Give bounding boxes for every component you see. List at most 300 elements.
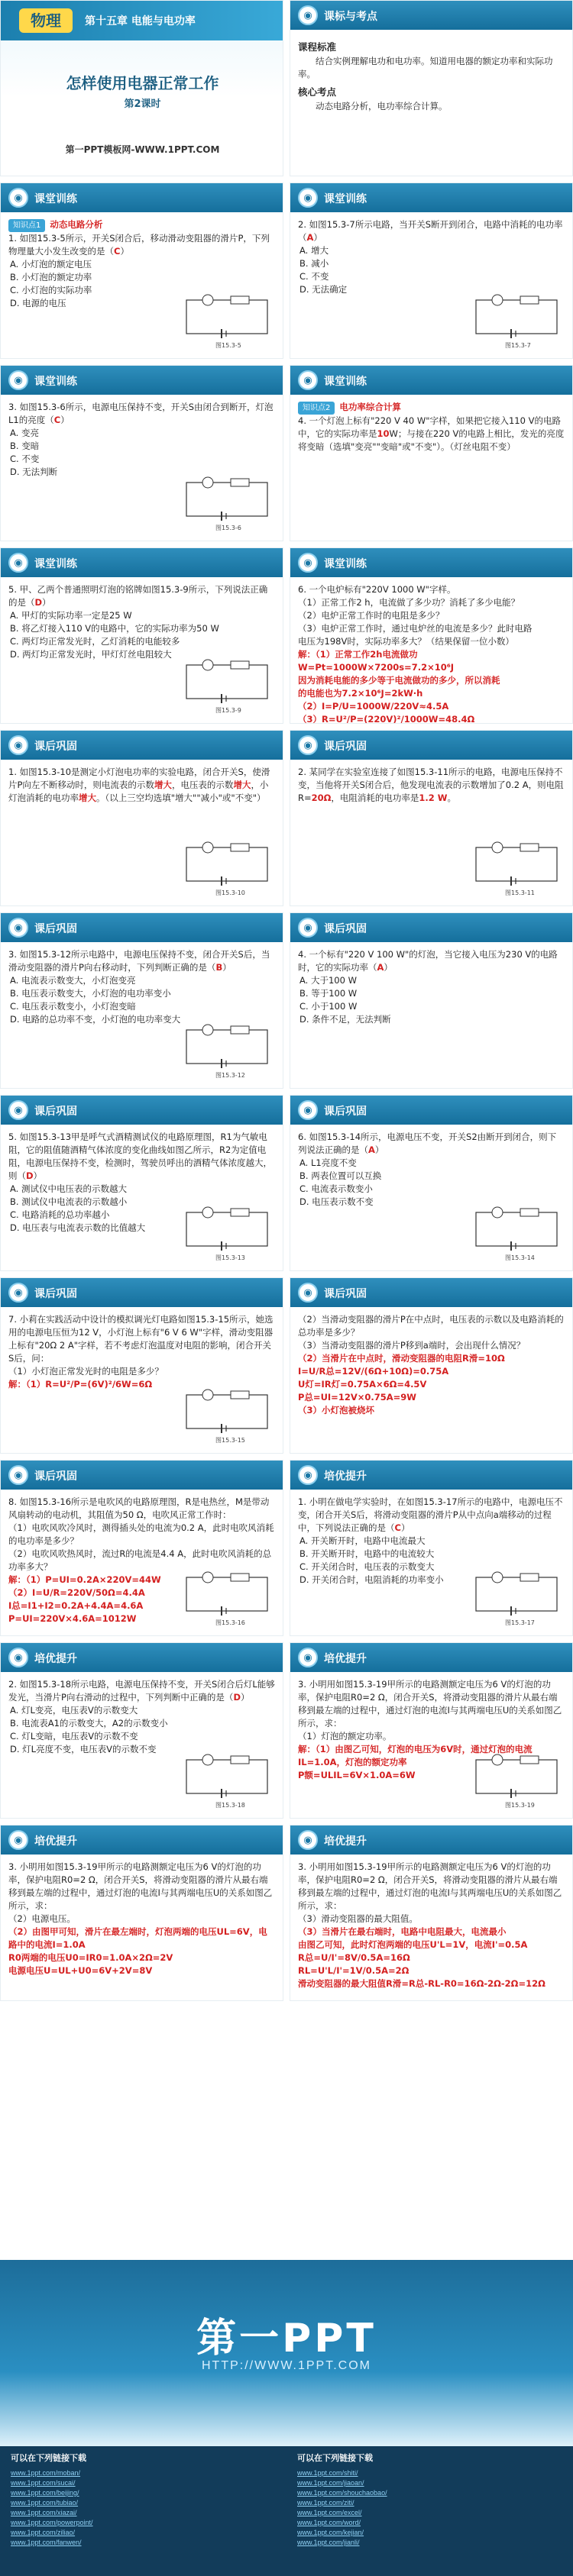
answer: D	[233, 1692, 241, 1703]
option: B. 减小	[299, 258, 329, 269]
question	[298, 948, 565, 974]
circuit-diagram-icon	[467, 1206, 566, 1263]
slide-2	[290, 182, 573, 359]
slide-header	[290, 731, 572, 760]
option: C. 不变	[299, 271, 329, 282]
svg-text:图15.3-12: 图15.3-12	[215, 1072, 245, 1079]
option: A. 灯L变亮，电压表V的示数变大	[10, 1705, 138, 1716]
question	[8, 1313, 275, 1365]
header-title: 课后巩固	[324, 1106, 367, 1118]
question	[8, 232, 275, 258]
option: D. 灯L亮度不变，电压表V的示数不变	[10, 1744, 157, 1754]
svg-text:图15.3-6: 图15.3-6	[215, 525, 241, 531]
sub-question: （3）滑动变阻器的最大阻值。	[298, 1913, 418, 1924]
footer-link[interactable]: www.1ppt.com/jiaoan/	[297, 2479, 364, 2487]
circuit-diagram-icon	[177, 841, 277, 898]
question-text: 3. 小明用如图15.3-19甲所示的电路测额定电压为6 V的灯泡的功率，保护电阻R0=2 Ω，闭合开关S，将滑动变阻器的滑片从最右端移到最左端的过程中，通过灯泡的电流I与其两端电压U的关系如图乙所示，求：	[298, 1861, 562, 1911]
header-title: 课标与考点	[324, 11, 377, 23]
circuit-diagram-icon	[467, 1571, 566, 1628]
question	[8, 1678, 275, 1704]
header-logo-icon: ◉	[8, 735, 28, 755]
header-title: 课堂训练	[324, 376, 367, 388]
question	[298, 1313, 565, 1339]
question-end: ）	[400, 1522, 410, 1533]
solution-line: 电源电压U=UL+U0=6V+2V=8V	[8, 1965, 153, 1976]
answer: C	[53, 415, 61, 425]
svg-text:图15.3-15: 图15.3-15	[215, 1437, 245, 1444]
question-text: （2）当滑动变阻器的滑片P在中点时，电压表的示数以及电路消耗的总功率是多少？	[298, 1314, 564, 1338]
slide-header	[1, 548, 283, 577]
solution-line: （2）当滑片在中点时，滑动变阻器的电阻R滑=10Ω	[298, 1353, 505, 1364]
option: D. 电源的电压	[10, 298, 66, 308]
footer-link[interactable]: www.1ppt.com/moban/	[11, 2469, 81, 2477]
slide-4	[290, 365, 573, 541]
footer-link[interactable]: www.1ppt.com/fanwen/	[11, 2539, 82, 2546]
question-text: 5. 如图15.3-13甲是呼气式酒精测试仪的电路原理图，R1为气敏电阻，它的阻值随酒精气体浓度的变化曲线如图乙所示，R2为定值电阻，电源电压保持不变，检测时，驾驶员呼出的酒精气体浓度越大，则（	[8, 1131, 272, 1181]
question-text: 3. 小明用如图15.3-19甲所示的电路测额定电压为6 V的灯泡的功率，保护电阻R0=2 Ω，闭合开关S，将滑动变阻器的滑片从最右端移到最左端的过程中，通过灯泡的电流I与其两端电压U的关系如图乙所示，求：	[298, 1679, 562, 1729]
solution-line: （3）当滑片在最右端时，电路中电阻最大，电流最小	[298, 1926, 507, 1937]
answer: C	[114, 246, 121, 257]
option: B. 两表位置可以互换	[299, 1170, 382, 1181]
solution-line: （3）小灯泡被烧坏	[298, 1405, 375, 1416]
header-title: 课堂训练	[34, 558, 77, 570]
question-end: ，电压表的示数	[171, 780, 234, 790]
slide-header	[290, 1278, 572, 1307]
slide-10	[290, 912, 573, 1089]
slide-body	[1, 1307, 283, 1397]
sub-question: （2）电炉正常工作时的电阻是多少？	[298, 610, 445, 621]
question-end: ）	[374, 1144, 384, 1155]
solution-line: R0两端的电压U0=IR0=1.0A×2Ω=2V	[8, 1952, 173, 1963]
slide-header	[290, 183, 572, 212]
footer-logo: 第一PPT	[196, 2316, 377, 2361]
header-logo-icon: ◉	[298, 553, 318, 573]
header-logo-icon: ◉	[298, 735, 318, 755]
option: D. 两灯均正常发光时，甲灯灯丝电阻较大	[10, 649, 172, 660]
slide-body	[290, 942, 572, 1032]
question	[8, 583, 275, 609]
svg-text:图15.3-16: 图15.3-16	[215, 1619, 245, 1626]
svg-text:图15.3-18: 图15.3-18	[215, 1802, 245, 1809]
slide-header	[290, 1, 572, 30]
question	[298, 1131, 565, 1157]
slide-body	[290, 1125, 572, 1215]
header-logo-icon: ◉	[8, 1648, 28, 1667]
solution-line: 解：（1）R=U²/P=(6V)²/6W=6Ω	[8, 1379, 153, 1390]
slide-6	[290, 547, 573, 724]
solution-line: （3）R=U²/P=(220V)²/1000W=48.4Ω	[298, 714, 475, 724]
slide-11	[0, 1095, 283, 1271]
standards-text: 结合实例理解电功和电功率。知道用电器的额定功率和实际功率。	[298, 56, 553, 79]
slide-header	[290, 1461, 572, 1490]
slide-5	[0, 547, 283, 724]
question	[298, 218, 565, 244]
svg-text:图15.3-7: 图15.3-7	[505, 342, 531, 349]
topic-tag: 知识点2	[298, 402, 335, 415]
svg-text:图15.3-17: 图15.3-17	[505, 1619, 535, 1626]
slide-9	[0, 912, 283, 1089]
solution-line: R总=U/I'=8V/0.5A=16Ω	[298, 1952, 410, 1963]
sub-question: （2）电源电压。	[8, 1913, 76, 1924]
solution-line: 滑动变阻器的最大阻值R滑=R总-RL-R0=16Ω-2Ω-2Ω=12Ω	[298, 1978, 545, 1989]
answer: 10	[377, 428, 390, 439]
circuit-diagram-icon	[177, 294, 277, 350]
footer-link[interactable]: www.1ppt.com/ziliao/	[11, 2529, 76, 2536]
header-logo-icon: ◉	[298, 1283, 318, 1303]
header-logo-icon: ◉	[8, 370, 28, 390]
header-title: 培优提升	[324, 1470, 367, 1483]
footer-link[interactable]: www.1ppt.com/word/	[297, 2519, 361, 2526]
svg-text:图15.3-19: 图15.3-19	[505, 1802, 535, 1809]
option: A. 甲灯的实际功率一定是25 W	[10, 610, 132, 621]
question-text: 5. 甲、乙两个普通照明灯泡的铭牌如图15.3-9所示，下列说法正确的是（	[8, 584, 268, 608]
header-title: 课堂训练	[324, 193, 367, 205]
slide-header	[290, 1096, 572, 1125]
question-text: 3. 如图15.3-6所示，电源电压保持不变，开关S由闭合到断开，灯泡L1的亮度（	[8, 402, 274, 425]
option: B. 电压表示数变大，小灯泡的电功率变小	[10, 988, 171, 999]
slide-header	[1, 913, 283, 942]
footer-link[interactable]: www.1ppt.com/kejian/	[297, 2529, 364, 2536]
slide-8	[290, 730, 573, 906]
sub-question: （3）电炉正常工作时，通过电炉丝的电流是多少？此时电路	[298, 623, 533, 634]
footer	[0, 2260, 573, 2576]
option: C. 两灯均正常发光时，乙灯消耗的电能较多	[10, 636, 180, 647]
answer-2: 1.2 W	[419, 792, 448, 803]
topic-line	[8, 218, 275, 232]
answer: D	[34, 597, 43, 608]
slide-row	[0, 182, 573, 365]
header-title: 课后巩固	[34, 1470, 77, 1483]
slide-header	[290, 913, 572, 942]
answer: A	[377, 962, 384, 973]
option: A. 大于100 W	[299, 975, 357, 986]
slide-20	[290, 1825, 573, 2001]
slide-row	[0, 1460, 573, 1642]
header-logo-icon: ◉	[8, 1283, 28, 1303]
footer-link[interactable]: www.1ppt.com/ziti/	[297, 2499, 354, 2507]
option: B. 电流表A1的示数变大，A2的示数变小	[10, 1718, 168, 1729]
question-end: ）	[313, 232, 322, 243]
slide-row	[0, 547, 573, 730]
footer-col-1	[0, 2446, 286, 2576]
slide-row	[0, 730, 573, 912]
slide-header	[1, 1461, 283, 1490]
footer-url: HTTP://WWW.1PPT.COM	[202, 2359, 371, 2372]
question-end: ）	[222, 962, 231, 973]
slide-cover	[0, 0, 283, 176]
header-logo-icon: ◉	[298, 1648, 318, 1667]
footer-link[interactable]: www.1ppt.com/jianli/	[297, 2539, 360, 2546]
question-text: 4. 一个灯泡上标有"220 V 40 W"字样，如果把它接入110 V的电路中，它的实际功率是	[298, 415, 561, 439]
solution-line: W=Pt=1000W×7200s=7.2×10⁶J	[298, 662, 455, 673]
question	[8, 401, 275, 427]
slide-15	[0, 1460, 283, 1636]
header-logo-icon: ◉	[8, 918, 28, 938]
slide-row	[0, 1642, 573, 1825]
header-title: 课后巩固	[324, 1288, 367, 1300]
footer-link[interactable]: www.1ppt.com/shiti/	[297, 2469, 358, 2477]
slide-18	[290, 1642, 573, 1819]
slide-body	[290, 1307, 572, 1423]
question-text: 6. 一个电炉标有"220V 1000 W"字样。	[298, 584, 456, 595]
question-end: ）	[60, 415, 70, 425]
option: D. 电路的总功率不变，小灯泡的电功率变大	[10, 1014, 181, 1025]
question-text: 1. 小明在做电学实验时，在如图15.3-17所示的电路中，电源电压不变，闭合开关S后，将滑动变阻器的滑片P从中点向a端移动的过程中，下列说法正确的是（	[298, 1496, 563, 1533]
option: C. 小于100 W	[299, 1001, 358, 1012]
option: C. 电路消耗的总功率越小	[10, 1209, 110, 1220]
solution-line: I总=I1+I2=0.2A+4.4A=4.6A	[8, 1600, 144, 1611]
question	[8, 766, 275, 805]
slide-17	[0, 1642, 283, 1819]
footer-col-2	[286, 2446, 573, 2576]
header-logo-icon: ◉	[298, 1465, 318, 1485]
header-logo-icon: ◉	[8, 553, 28, 573]
header-logo-icon: ◉	[298, 918, 318, 938]
slide-7	[0, 730, 283, 906]
solution-line: （2）由图甲可知，滑片在最左端时，灯泡两端的电压UL=6V，电路中的电流I=1.0A	[8, 1926, 267, 1950]
header-title: 培优提升	[324, 1653, 367, 1665]
answer: C	[394, 1522, 401, 1533]
slide-row	[0, 1825, 573, 2007]
solution-line: 解：（1）由图乙可知，灯泡的电压为6V时，通过灯泡的电流IL=1.0A，灯泡的额定功率	[298, 1744, 533, 1767]
question	[298, 415, 565, 454]
cover-chapter: 第十五章 电能与电功率	[85, 15, 196, 27]
option: D. 电压表示数不变	[299, 1196, 374, 1207]
slide-16	[290, 1460, 573, 1636]
solution-line: 因为消耗电能的多少等于电流做功的多少，所以消耗	[298, 675, 500, 686]
slide-header	[290, 548, 572, 577]
option: C. 电压表示数变小，小灯泡变暗	[10, 1001, 136, 1012]
question-tail: ，小灯泡消耗的电功率	[8, 780, 269, 803]
footer-link[interactable]: www.1ppt.com/xiazai/	[11, 2509, 77, 2516]
standards-title: 课程标准	[298, 41, 337, 53]
header-logo-icon: ◉	[298, 5, 318, 25]
sub-question: （1）小灯泡正常发光时的电阻是多少？	[8, 1366, 163, 1377]
slide-body	[1, 577, 283, 667]
question-text: 6. 如图15.3-14所示，电源电压不变，开关S2由断开到闭合，则下列说法正确的是（	[298, 1131, 557, 1155]
question-text: 3. 小明用如图15.3-19甲所示的电路测额定电压为6 V的灯泡的功率，保护电阻R0=2 Ω，闭合开关S，将滑动变阻器的滑片从最右端移到最左端的过程中，通过灯泡的电流I与其两端电压U的关系如图乙所示，求：	[8, 1861, 273, 1911]
topic-title: 电功率综合计算	[339, 402, 401, 412]
question	[8, 948, 275, 974]
solution-line: RL=U'L/I'=1V/0.5A=2Ω	[298, 1965, 410, 1976]
question-end: W；与接在220 V的电路上相比，发光的亮度将变暗（选填"变亮""变暗"或"不变"）。（灯丝电阻不变）	[298, 428, 565, 452]
footer-links	[0, 2446, 573, 2576]
circuit-diagram-icon	[467, 1754, 566, 1810]
footer-link[interactable]: www.1ppt.com/tubiao/	[11, 2499, 79, 2507]
question-end: ）	[384, 962, 393, 973]
slide-header	[1, 1278, 283, 1307]
header-title: 课后巩固	[34, 741, 77, 753]
solution-line: P总=UI=12V×0.75A=9W	[298, 1392, 416, 1403]
option: D. 无法判断	[10, 466, 58, 477]
question-end: ）	[120, 246, 129, 257]
option: B. 等于100 W	[299, 988, 358, 999]
slide-standards	[290, 0, 573, 176]
topic-line	[298, 401, 565, 415]
option: A. L1亮度不变	[299, 1157, 357, 1168]
header-title: 课后巩固	[34, 1106, 77, 1118]
header-logo-icon: ◉	[298, 1100, 318, 1120]
circuit-diagram-icon	[177, 1754, 277, 1810]
sub-question: （3）当滑动变阻器的滑片P移到a端时，会出现什么情况？	[298, 1340, 526, 1351]
question	[298, 1678, 565, 1730]
option: B. 将乙灯接入110 V的电路中，它的实际功率为50 W	[10, 623, 219, 634]
slide-row	[0, 1095, 573, 1277]
question	[298, 583, 565, 596]
question-text: 2. 如图15.3-18所示电路，电源电压保持不变，开关S闭合后灯L能够发光，当滑片P向右滑动的过程中，下列判断中正确的是（	[8, 1679, 275, 1703]
question	[8, 1496, 275, 1522]
slide-body	[290, 395, 572, 460]
slide-body	[1, 1855, 283, 1984]
sub-question: （2）电吹风吹热风时，流过R的电流是4.4 A，此时电吹风消耗的总功率多大？	[8, 1548, 272, 1572]
slide-header	[290, 1643, 572, 1672]
header-title: 培优提升	[34, 1835, 77, 1848]
question	[298, 1861, 565, 1913]
slide-body	[1, 942, 283, 1032]
question-end: ，电阻消耗的电功率是	[331, 792, 419, 803]
footer-link[interactable]: www.1ppt.com/beijing/	[11, 2489, 79, 2497]
question-text: 4. 一个标有"220 V 100 W"的灯泡，当它接入电压为230 V的电路时，它的实际功率（	[298, 949, 558, 973]
core-text: 动态电路分析，电功率综合计算。	[316, 101, 448, 111]
slide-body	[290, 212, 572, 302]
slide-body	[1, 760, 283, 811]
option: B. 变暗	[10, 441, 40, 451]
option: B. 小灯泡的额定功率	[10, 272, 92, 282]
svg-text:图15.3-11: 图15.3-11	[505, 889, 535, 896]
header-logo-icon: ◉	[8, 1465, 28, 1485]
svg-text:图15.3-5: 图15.3-5	[215, 342, 241, 349]
header-logo-icon: ◉	[298, 188, 318, 208]
slide-header	[1, 1825, 283, 1855]
slide-row	[0, 912, 573, 1095]
slide-body	[290, 577, 572, 724]
sub-question: 电压为198V时，实际功率多大？（结果保留一位小数）	[298, 636, 514, 647]
question-text: 2. 如图15.3-7所示电路，当开关S断开到闭合，电路中消耗的电功率（	[298, 219, 563, 243]
svg-text:图15.3-13: 图15.3-13	[215, 1254, 245, 1261]
option: A. 增大	[299, 245, 329, 256]
answer: D	[26, 1170, 34, 1181]
slide-body	[1, 1672, 283, 1762]
solution-line: （2）I=U/R=220V/50Ω=4.4A	[8, 1587, 145, 1598]
header-title: 课后巩固	[34, 923, 77, 935]
option: B. 开关断开时，电路中的电流较大	[299, 1548, 435, 1559]
question	[298, 1496, 565, 1535]
header-title: 课堂训练	[34, 376, 77, 388]
solution-line: I=U/R总=12V/(6Ω+10Ω)=0.75A	[298, 1366, 449, 1377]
question-end: ）	[240, 1692, 250, 1703]
cover-lesson: 第2课时	[124, 98, 161, 110]
footer-col-2-title: 可以在下列链接下载	[297, 2454, 373, 2463]
solution-line: 由图乙可知，此时灯泡两端的电压U'L=1V，电流I'=0.5A	[298, 1939, 528, 1950]
option: A. 电流表示数变大，小灯泡变亮	[10, 975, 136, 986]
solution-line: U灯=IR灯=0.75A×6Ω=4.5V	[298, 1379, 427, 1390]
cover-subject: 物理	[19, 8, 73, 33]
answer: 增大	[154, 780, 172, 790]
option: C. 电流表示数变小	[299, 1183, 373, 1194]
solution-line: 的电能也为7.2×10⁶J=2kW·h	[298, 688, 423, 699]
slide-row	[0, 1277, 573, 1460]
slide-14	[290, 1277, 573, 1454]
slide-header	[1, 1643, 283, 1672]
header-title: 培优提升	[34, 1653, 77, 1665]
slide-header	[1, 183, 283, 212]
slide-13	[0, 1277, 283, 1454]
sub-question: （1）灯泡的额定功率。	[298, 1731, 392, 1742]
footer-link[interactable]: www.1ppt.com/powerpoint/	[11, 2519, 93, 2526]
solution-line: （2）I=P/U=1000W/220V≈4.5A	[298, 701, 449, 712]
circuit-diagram-icon	[177, 476, 277, 533]
topic-tag: 知识点1	[8, 219, 45, 232]
header-logo-icon: ◉	[298, 1830, 318, 1850]
core-title: 核心考点	[298, 86, 337, 98]
sub-question: （1）电吹风吹冷风时，测得插头处的电流为0.2 A，此时电吹风消耗的电功率是多少？	[8, 1522, 274, 1546]
footer-link[interactable]: www.1ppt.com/sucai/	[11, 2479, 76, 2487]
question-end: ）	[42, 597, 51, 608]
header-title: 课堂训练	[34, 193, 77, 205]
cover-title: 怎样使用电器正常工作	[66, 74, 219, 92]
svg-text:图15.3-9: 图15.3-9	[215, 707, 241, 714]
slide-body	[1, 395, 283, 485]
circuit-diagram-icon	[177, 1024, 277, 1080]
svg-text:图15.3-14: 图15.3-14	[505, 1254, 535, 1261]
circuit-diagram-icon	[467, 841, 566, 898]
option: C. 开关闭合时，电压表的示数变大	[299, 1561, 435, 1572]
circuit-diagram-icon	[177, 1206, 277, 1263]
slide-19	[0, 1825, 283, 2001]
answer: A	[368, 1144, 375, 1155]
footer-link[interactable]: www.1ppt.com/shouchaobao/	[297, 2489, 387, 2497]
option: D. 电压表与电流表示数的比值越大	[10, 1222, 146, 1233]
question-tail: 。	[447, 792, 456, 803]
slide-header	[290, 366, 572, 395]
header-logo-icon: ◉	[8, 1100, 28, 1120]
slide-header	[290, 1825, 572, 1855]
footer-brand	[0, 2260, 573, 2446]
solution-line: P额=ULIL=6V×1.0A=6W	[298, 1770, 416, 1780]
topic-title: 动态电路分析	[50, 219, 103, 230]
solution-line: 解：（1）正常工作2h电流做功	[298, 649, 418, 660]
circuit-diagram-icon	[177, 1571, 277, 1628]
header-title: 课堂训练	[324, 558, 367, 570]
option: D. 开关闭合时，电阻消耗的功率变小	[299, 1574, 444, 1585]
question	[8, 1131, 275, 1183]
slide-1	[0, 182, 283, 359]
slide-header	[1, 366, 283, 395]
option: A. 变亮	[10, 428, 39, 438]
option: D. 条件不足，无法判断	[299, 1014, 391, 1025]
sub-question: （1）正常工作2 h，电流做了多少功？消耗了多少电能？	[298, 597, 520, 608]
option: A. 测试仪中电压表的示数越大	[10, 1183, 127, 1194]
question-text: 3. 如图15.3-12所示电路中，电源电压保持不变，闭合开关S后，当滑动变阻器的滑片P向右移动时，下列判断正确的是（	[8, 949, 270, 973]
option: B. 测试仪中电流表的示数越小	[10, 1196, 128, 1207]
cover-site: 第一PPT模板网-WWW.1PPT.COM	[65, 144, 220, 155]
footer-link[interactable]: www.1ppt.com/excel/	[297, 2509, 362, 2516]
question-text: 1. 如图15.3-10是测定小灯泡电功率的实验电路，闭合开关S，使滑片P向左不断移动时，则电流表的示数	[8, 767, 270, 790]
option: C. 灯L变暗，电压表V的示数不变	[10, 1731, 138, 1742]
answer: A	[306, 232, 314, 243]
answer: B	[215, 962, 223, 973]
slide-body	[290, 1855, 572, 1997]
header-logo-icon: ◉	[8, 188, 28, 208]
option: A. 开关断开时，电路中电流最大	[299, 1535, 426, 1546]
svg-text:图15.3-10: 图15.3-10	[215, 889, 245, 896]
slide-header	[1, 1096, 283, 1125]
slide-row	[0, 365, 573, 547]
question-text: 8. 如图15.3-16所示是电吹风的电路原理图，R是电热丝，M是带动风扇转动的电动机，其阻值为50 Ω，电吹风正常工作时：	[8, 1496, 270, 1520]
circuit-diagram-icon	[177, 659, 277, 715]
question-text: 1. 如图15.3-5所示，开关S闭合后，移动滑动变阻器的滑片P，下列物理量大小发生改变的是（	[8, 233, 270, 257]
header-logo-icon: ◉	[298, 370, 318, 390]
